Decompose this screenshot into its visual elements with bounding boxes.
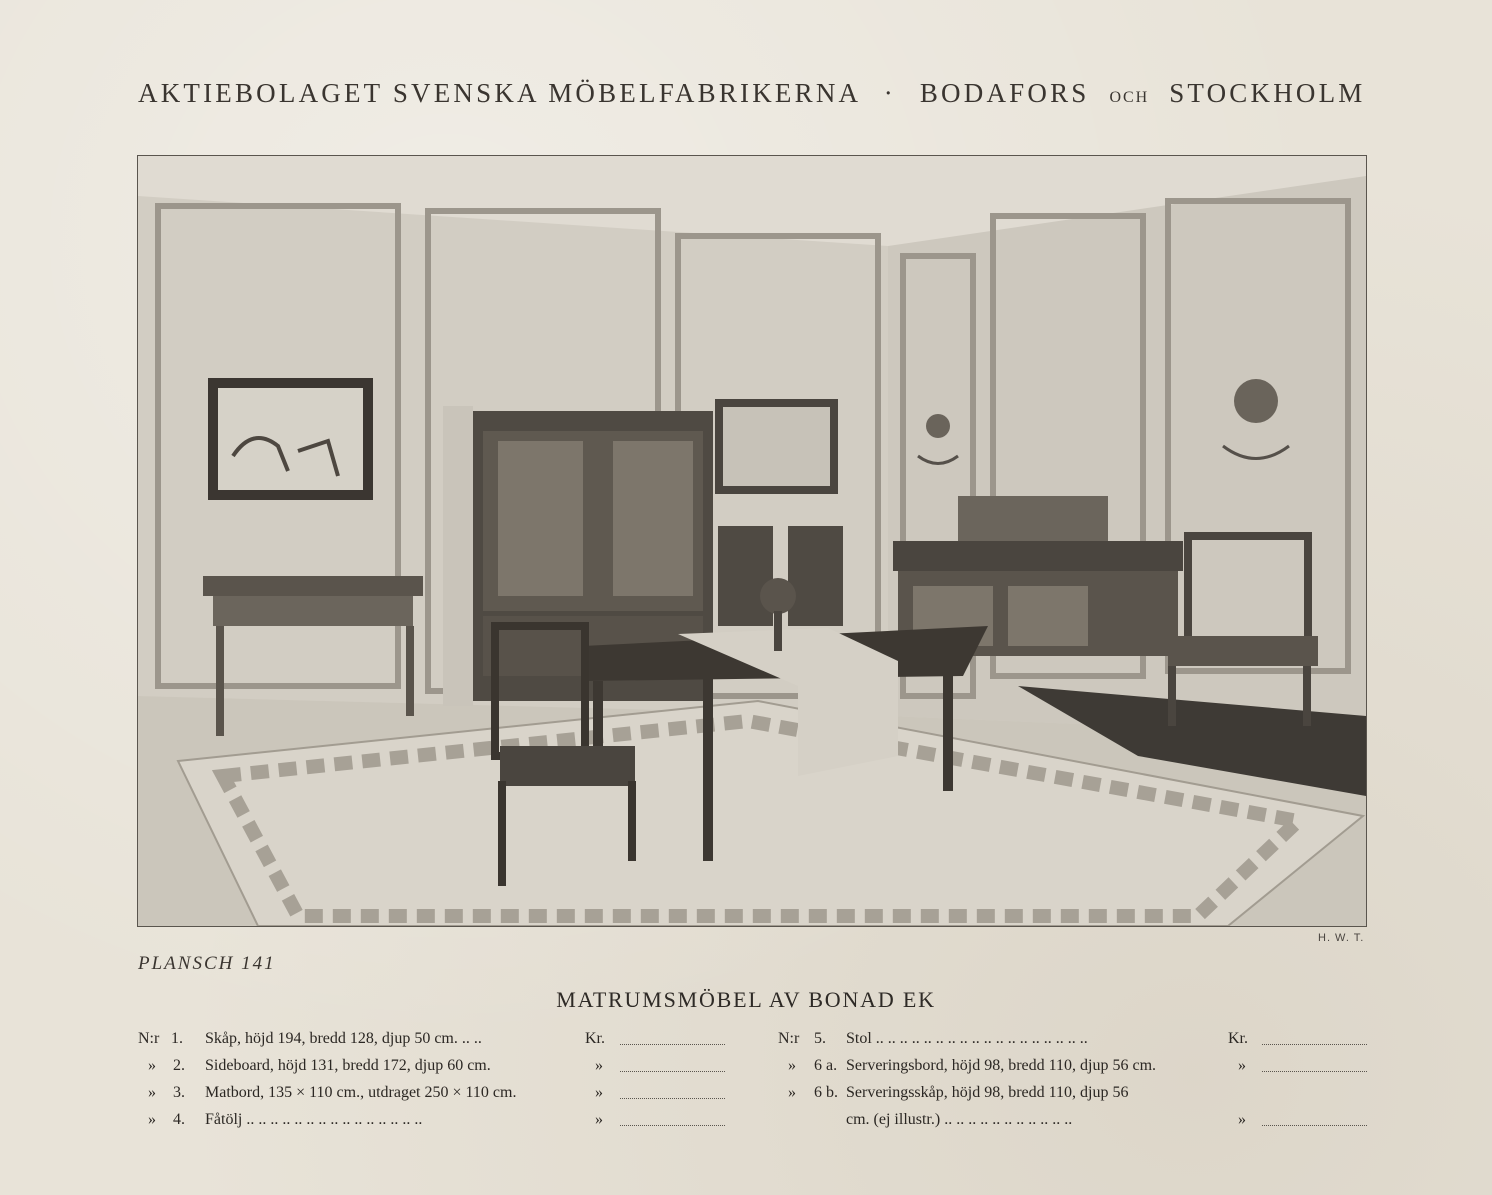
item-prefix: » xyxy=(148,1057,156,1074)
price-blank xyxy=(1262,1030,1367,1045)
plate-number: PLANSCH 141 xyxy=(138,953,276,974)
price-list-right xyxy=(778,1030,1378,1138)
item-number: 5. xyxy=(814,1030,826,1047)
item-description: Matbord, 135 × 110 cm., utdraget 250 × 110 cm. xyxy=(205,1084,517,1101)
item-number: 6 a. xyxy=(814,1057,838,1074)
list-item xyxy=(778,1057,1378,1084)
price-blank xyxy=(1262,1111,1367,1126)
item-number: 6 b. xyxy=(814,1084,838,1101)
header-separator: · xyxy=(883,78,896,108)
item-unit: Kr. xyxy=(1228,1030,1248,1047)
item-unit: Kr. xyxy=(585,1030,605,1047)
list-item xyxy=(778,1111,1378,1138)
price-blank xyxy=(1262,1057,1367,1072)
city-stockholm: STOCKHOLM xyxy=(1169,78,1366,108)
item-prefix: » xyxy=(788,1084,796,1101)
list-item xyxy=(778,1084,1378,1111)
item-description: Serveringsskåp, höjd 98, bredd 110, djup 56 xyxy=(846,1084,1129,1101)
item-unit: » xyxy=(1238,1111,1246,1128)
list-item xyxy=(138,1084,738,1111)
price-blank xyxy=(620,1057,725,1072)
price-blank xyxy=(620,1084,725,1099)
item-number: 2. xyxy=(173,1057,185,1074)
item-unit: » xyxy=(1238,1057,1246,1074)
item-prefix: N:r xyxy=(778,1030,800,1047)
item-prefix: » xyxy=(148,1111,156,1128)
price-blank xyxy=(620,1111,725,1126)
item-prefix: » xyxy=(788,1057,796,1074)
item-number: 3. xyxy=(173,1084,185,1101)
item-unit: » xyxy=(595,1084,603,1101)
price-list-left xyxy=(138,1030,738,1138)
page-header xyxy=(138,78,1370,109)
item-unit: » xyxy=(595,1111,603,1128)
city-bodafors: BODAFORS xyxy=(919,78,1090,108)
list-item xyxy=(138,1030,738,1057)
item-description: Stol .. .. .. .. .. .. .. .. .. .. .. .. .. .. .. .. .. .. xyxy=(846,1030,1088,1047)
item-number: 4. xyxy=(173,1111,185,1128)
item-prefix: » xyxy=(148,1084,156,1101)
list-item xyxy=(778,1030,1378,1057)
item-description: cm. (ej illustr.) .. .. .. .. .. .. .. .. .. .. .. xyxy=(846,1111,1073,1128)
artist-initials: H. W. T. xyxy=(1318,932,1365,944)
item-number: 1. xyxy=(171,1030,183,1047)
item-description: Sideboard, höjd 131, bredd 172, djup 60 cm. xyxy=(205,1057,491,1074)
item-description: Fåtölj .. .. .. .. .. .. .. .. .. .. .. .. .. .. .. xyxy=(205,1111,423,1128)
item-description: Skåp, höjd 194, bredd 128, djup 50 cm. .. .. xyxy=(205,1030,482,1047)
company-name: AKTIEBOLAGET SVENSKA MÖBELFABRIKERNA xyxy=(138,78,860,108)
page-title: MATRUMSMÖBEL AV BONAD EK xyxy=(556,987,936,1012)
och-word: OCH xyxy=(1109,89,1150,106)
dining-room-illustration xyxy=(137,155,1367,927)
list-item xyxy=(138,1111,738,1138)
price-blank xyxy=(620,1030,725,1045)
item-unit: » xyxy=(595,1057,603,1074)
item-prefix: N:r xyxy=(138,1030,160,1047)
item-description: Serveringsbord, höjd 98, bredd 110, djup 56 cm. xyxy=(846,1057,1157,1074)
list-item xyxy=(138,1057,738,1084)
